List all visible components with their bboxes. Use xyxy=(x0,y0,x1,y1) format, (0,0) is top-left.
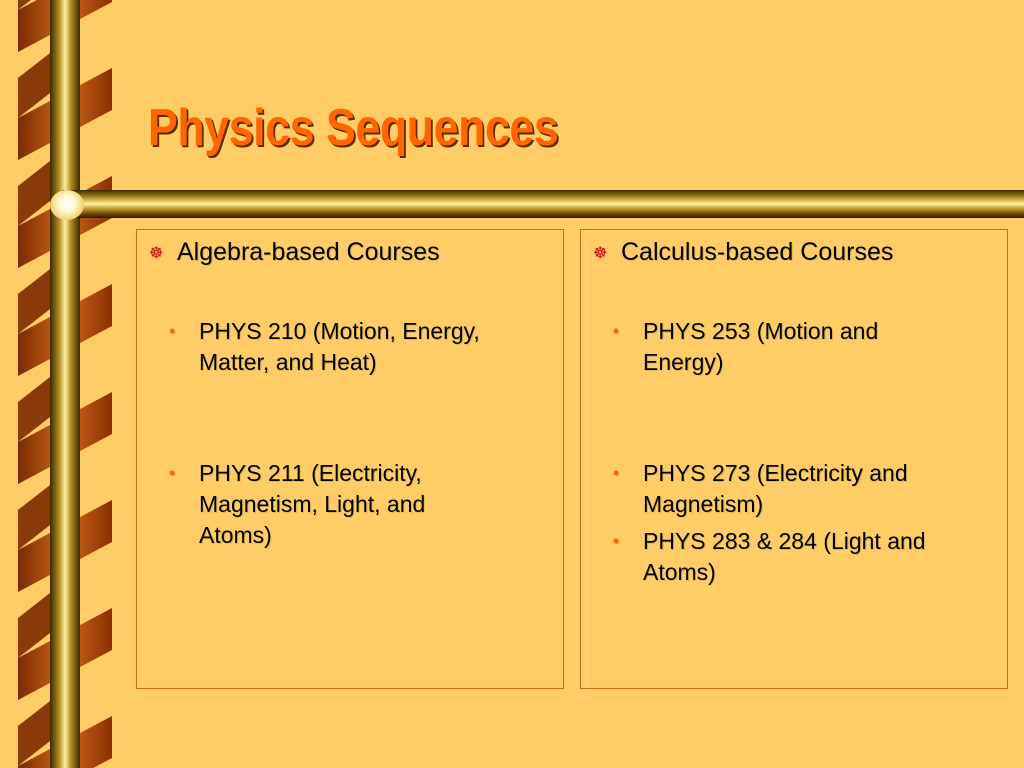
course-label: PHYS 210 (Motion, Energy, Matter, and Heat) xyxy=(199,318,480,375)
list-item xyxy=(169,458,499,551)
calculus-heading-label: Calculus-based Courses xyxy=(621,238,894,266)
calculus-heading xyxy=(593,238,893,267)
dot-bullet-icon: • xyxy=(613,463,620,483)
algebra-courses-panel xyxy=(136,229,564,689)
dot-bullet-icon: • xyxy=(169,463,176,483)
course-label: PHYS 283 & 284 (Light and Atoms) xyxy=(643,528,926,585)
wheel-bullet-icon: ☸ xyxy=(593,245,608,263)
divider-knob xyxy=(50,190,84,220)
calculus-courses-panel xyxy=(580,229,1008,689)
algebra-heading-label: Algebra-based Courses xyxy=(177,238,440,266)
list-item xyxy=(613,316,943,378)
list-item xyxy=(613,526,983,588)
horizontal-divider-bar xyxy=(62,190,1024,218)
dot-bullet-icon: • xyxy=(613,531,620,551)
wheel-bullet-icon: ☸ xyxy=(149,245,164,263)
slide-title: Physics Sequences xyxy=(148,99,559,157)
decorative-ribbon-pole xyxy=(0,0,120,768)
list-item xyxy=(613,458,973,520)
list-item xyxy=(169,316,539,378)
course-label: PHYS 253 (Motion and Energy) xyxy=(643,318,879,375)
dot-bullet-icon: • xyxy=(613,321,620,341)
course-label: PHYS 273 (Electricity and Magnetism) xyxy=(643,460,908,517)
course-label: PHYS 211 (Electricity, Magnetism, Light, and Atoms) xyxy=(199,460,426,548)
dot-bullet-icon: • xyxy=(169,321,176,341)
algebra-heading xyxy=(149,238,440,267)
